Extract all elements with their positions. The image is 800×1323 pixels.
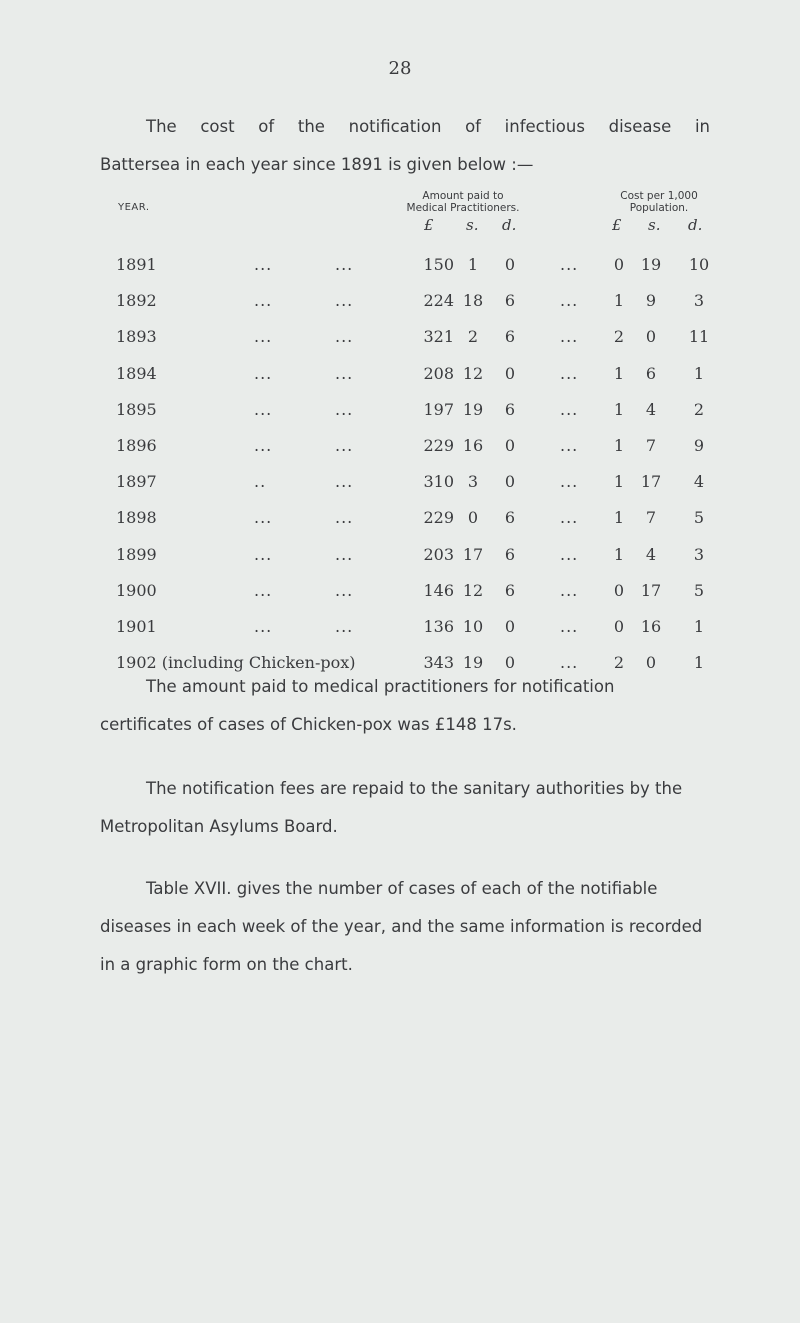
cell-shillings: 18 [462,291,484,311]
amount-pence-unit: d. [502,216,517,234]
cost-pound-unit: £ [612,216,622,234]
cell-pounds: 136 [423,617,454,636]
page-number: 28 [388,58,412,79]
cell-cost-pence: 5 [693,580,705,600]
table-row [0,364,800,392]
cell-pounds: 321 [423,327,454,347]
cell-dots3: ... [560,327,579,347]
cell-cost-pounds: 0 [613,255,625,274]
cell-dots3: ... [560,508,579,528]
cell-pence: 0 [504,472,516,492]
table-row [0,436,800,464]
cell-pence: 0 [504,436,516,455]
cell-shillings: 19 [462,399,484,419]
cell-cost-pence: 1 [693,363,705,383]
cell-pounds: 343 [423,653,454,673]
table-row [0,617,800,645]
cell-cost-shillings: 4 [645,399,657,419]
cell-dots3: ... [560,472,579,492]
cell-dots3: ... [560,580,579,600]
cell-cost-pence: 3 [693,291,705,311]
table-reference-text: Table XVII. gives the number of cases of each of the notifiable diseases in each week of the year, and the same information is recorded in a graphic form on the chart. [100,879,703,974]
cell-cost-shillings: 19 [640,255,662,274]
cell-cost-pounds: 1 [613,436,625,455]
cell-year: 1900 [116,580,157,600]
amount-pound-unit: £ [424,216,434,234]
cell-dots1: ... [254,363,273,383]
table-row [0,400,800,428]
cell-pounds: 197 [423,399,454,419]
cell-dots3: ... [560,653,579,673]
cell-pounds: 224 [423,291,454,311]
cell-cost-pounds: 2 [613,653,625,673]
cell-pounds: 208 [423,363,454,383]
cell-cost-shillings: 7 [645,508,657,528]
cell-pence: 0 [504,363,516,383]
cell-pence: 0 [504,255,516,274]
table-row [0,508,800,536]
cell-dots2: ... [335,617,354,636]
cell-cost-shillings: 0 [645,327,657,347]
cost-header-line-1: Cost per 1,000 [620,190,698,202]
cell-dots1: ... [254,544,273,564]
amount-shilling-unit: s. [466,216,479,234]
cell-dots1: ... [254,436,273,455]
chickenpox-paragraph [100,668,710,744]
cell-pence: 6 [504,327,516,347]
cell-cost-pounds: 1 [613,544,625,564]
cell-year: 1897 [116,472,157,492]
table-row [0,545,800,573]
cell-dots1: ... [254,580,273,600]
cell-cost-shillings: 16 [640,617,662,636]
table-row [0,327,800,355]
amount-column-header [380,190,546,214]
cell-dots2: ... [335,544,354,564]
cell-dots2: ... [335,399,354,419]
cell-cost-pence: 11 [688,327,710,347]
cell-cost-pounds: 1 [613,472,625,492]
cell-pence: 6 [504,508,516,528]
cell-cost-shillings: 17 [640,472,662,492]
cell-dots1: ... [254,617,273,636]
cell-dots2: ... [335,508,354,528]
cell-cost-shillings: 7 [645,436,657,455]
cell-pounds: 203 [423,544,454,564]
cell-pence: 6 [504,291,516,311]
cell-cost-pounds: 1 [613,399,625,419]
intro-line-2: Battersea in each year since 1891 is given below :— [100,155,534,174]
amount-header-line-2: Medical Practitioners. [406,202,520,214]
cell-year: 1902 (including Chicken-pox) [116,653,356,673]
cell-dots3: ... [560,255,579,274]
repayment-paragraph [100,770,710,846]
cell-cost-pence: 1 [693,653,705,673]
cell-shillings: 19 [462,653,484,673]
cell-cost-pounds: 0 [613,580,625,600]
cell-cost-pence: 10 [688,255,710,274]
cell-dots3: ... [560,399,579,419]
cell-shillings: 0 [467,508,479,528]
cell-cost-pence: 5 [693,508,705,528]
cell-pounds: 146 [423,580,454,600]
cell-cost-pounds: 1 [613,508,625,528]
cell-pounds: 229 [423,436,454,455]
cell-shillings: 16 [462,436,484,455]
cell-dots2: ... [335,363,354,383]
cost-column-header [596,190,722,214]
cell-dots1: ... [254,255,273,274]
cell-cost-shillings: 4 [645,544,657,564]
cell-shillings: 2 [467,327,479,347]
cell-cost-pounds: 1 [613,291,625,311]
cell-cost-shillings: 17 [640,580,662,600]
cell-cost-pence: 1 [693,617,705,636]
cell-year: 1893 [116,327,157,347]
cell-year: 1891 [116,255,157,274]
cell-dots3: ... [560,436,579,455]
cell-year: 1899 [116,544,157,564]
chickenpox-text: The amount paid to medical practitioners for notification certificates of cases of Chicken-pox was £148 17s. [100,677,615,734]
cell-pence: 0 [504,653,516,673]
cell-cost-pounds: 0 [613,617,625,636]
cell-year: 1892 [116,291,157,311]
cell-dots1: ... [254,327,273,347]
cell-year: 1901 [116,617,157,636]
cell-pence: 6 [504,399,516,419]
cell-shillings: 1 [467,255,479,274]
cell-pounds: 310 [423,472,454,492]
cell-dots3: ... [560,291,579,311]
table-row [0,581,800,609]
year-column-header: YEAR. [118,202,150,213]
amount-header-line-1: Amount paid to [422,190,504,202]
cell-dots2: ... [335,291,354,311]
cell-dots3: ... [560,363,579,383]
cell-shillings: 10 [462,617,484,636]
cell-shillings: 12 [462,363,484,383]
cell-dots1: .. [254,472,267,492]
intro-paragraph [100,108,710,184]
cell-cost-pounds: 2 [613,327,625,347]
cell-dots2: ... [335,255,354,274]
cell-year: 1898 [116,508,157,528]
cell-cost-pounds: 1 [613,363,625,383]
cell-shillings: 3 [467,472,479,492]
cell-dots2: ... [335,436,354,455]
cell-dots2: ... [335,327,354,347]
cost-shilling-unit: s. [648,216,661,234]
cell-shillings: 12 [462,580,484,600]
cell-cost-pence: 3 [693,544,705,564]
cell-pence: 6 [504,544,516,564]
cost-header-line-2: Population. [629,202,689,214]
cell-shillings: 17 [462,544,484,564]
cell-cost-pence: 2 [693,399,705,419]
cell-cost-pence: 4 [693,472,705,492]
cell-pence: 6 [504,580,516,600]
table-row [0,472,800,500]
cell-pence: 0 [504,617,516,636]
intro-line-1: The cost of the notification of infectious disease in [146,117,710,136]
cell-dots1: ... [254,291,273,311]
cell-dots1: ... [254,399,273,419]
cost-pence-unit: d. [688,216,703,234]
cell-cost-shillings: 0 [645,653,657,673]
cell-pounds: 229 [423,508,454,528]
cell-cost-shillings: 9 [645,291,657,311]
cell-pounds: 150 [423,255,454,274]
cell-year: 1894 [116,363,157,383]
table-reference-paragraph [100,870,710,984]
table-row [0,291,800,319]
cell-year: 1896 [116,436,157,455]
cell-cost-shillings: 6 [645,363,657,383]
cell-cost-pence: 9 [693,436,705,455]
cell-year: 1895 [116,399,157,419]
repayment-text: The notification fees are repaid to the sanitary authorities by the Metropolitan Asylums Board. [100,779,683,836]
cell-dots3: ... [560,544,579,564]
table-row [0,255,800,283]
cell-dots2: ... [335,472,354,492]
cell-dots3: ... [560,617,579,636]
cell-dots2: ... [335,580,354,600]
cell-dots1: ... [254,508,273,528]
